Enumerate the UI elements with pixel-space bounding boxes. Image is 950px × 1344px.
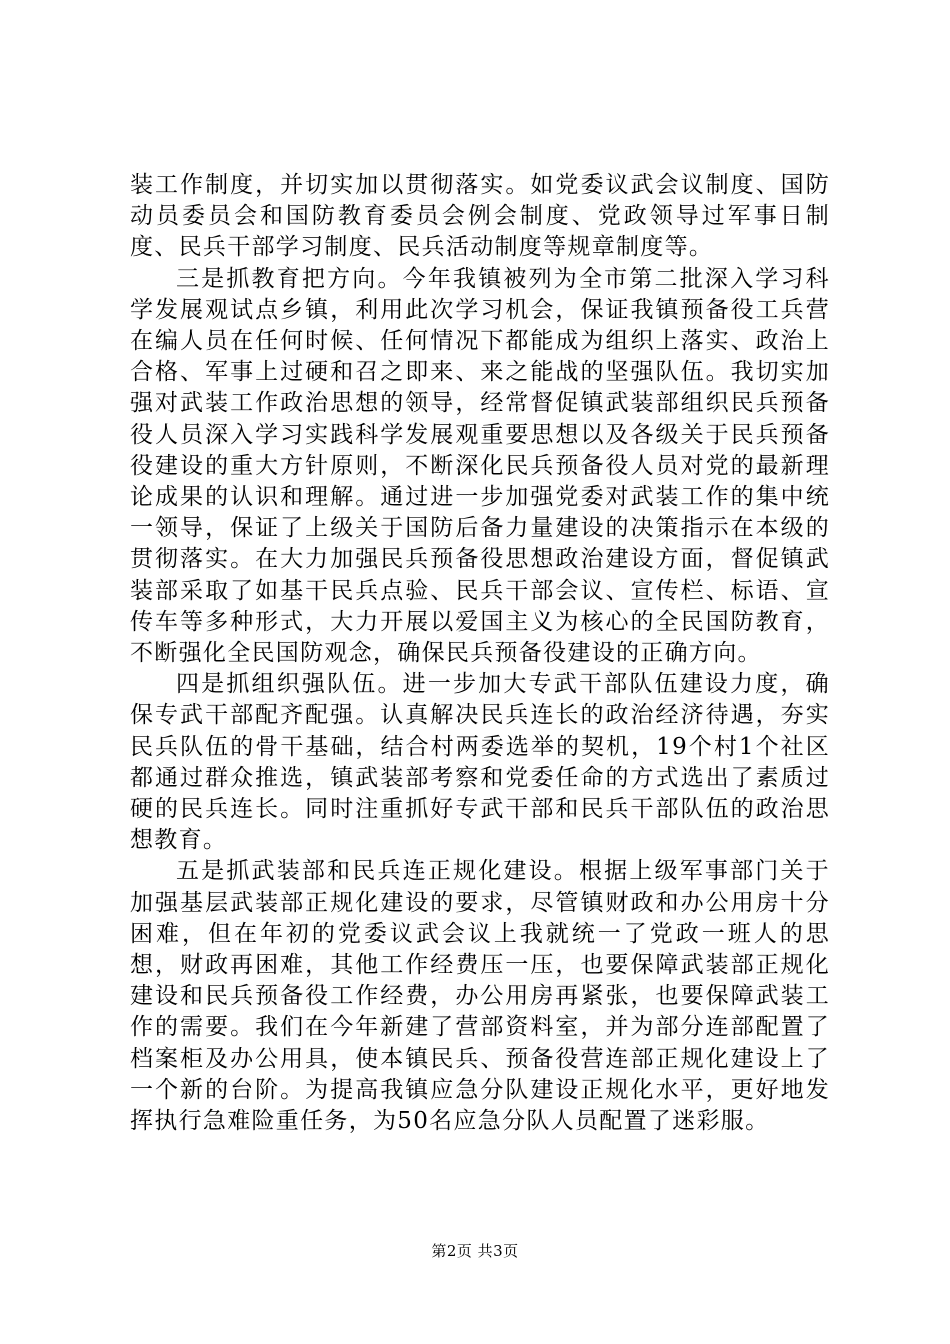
- document-body: [130, 170, 830, 1137]
- paragraph-3: 四是抓组织强队伍。进一步加大专武干部队伍建设力度，确保专武干部配齐配强。认真解决民兵连长的政治经济待遇，夯实民兵队伍的骨干基础，结合村两委选举的契机，19个村1个社区都通过群众推选，镇武装部考察和党委任命的方式选出了素质过硬的民兵连长。同时注重抓好专武干部和民兵干部队伍的政治思想教育。: [130, 671, 830, 854]
- paragraph-2: 三是抓教育把方向。今年我镇被列为全市第二批深入学习科学发展观试点乡镇，利用此次学习机会，保证我镇预备役工兵营在编人员在任何时候、任何情况下都能成为组织上落实、政治上合格、军事上过硬和召之即来、来之能战的坚强队伍。我切实加强对武装工作政治思想的领导，经常督促镇武装部组织民兵预备役人员深入学习实践科学发展观重要思想以及各级关于民兵预备役建设的重大方针原则，不断深化民兵预备役人员对党的最新理论成果的认识和理解。通过进一步加强党委对武装工作的集中统一领导，保证了上级关于国防后备力量建设的决策指示在本级的贯彻落实。在大力加强民兵预备役思想政治建设方面，督促镇武装部采取了如基干民兵点验、民兵干部会议、宣传栏、标语、宣传车等多种形式，大力开展以爱国主义为核心的全民国防教育，不断强化全民国防观念，确保民兵预备役建设的正确方向。: [130, 265, 830, 667]
- paragraph-1: 装工作制度，并切实加以贯彻落实。如党委议武会议制度、国防动员委员会和国防教育委员会例会制度、党政领导过军事日制度、民兵干部学习制度、民兵活动制度等规章制度等。: [130, 172, 830, 261]
- paragraph-4: 五是抓武装部和民兵连正规化建设。根据上级军事部门关于加强基层武装部正规化建设的要求，尽管镇财政和办公用房十分困难，但在年初的党委议武会议上我就统一了党政一班人的思想，财政再困难，其他工作经费压一压，也要保障武装部正规化建设和民兵预备役工作经费，办公用房再紧张，也要保障武装工作的需要。我们在今年新建了营部资料室，并为部分连部配置了档案柜及办公用具，使本镇民兵、预备役营连部正规化建设上了一个新的台阶。为提高我镇应急分队建设正规化水平，更好地发挥执行急难险重任务，为50名应急分队人员配置了迷彩服。: [130, 858, 830, 1135]
- page-number-footer: 第2页 共3页: [431, 1242, 519, 1260]
